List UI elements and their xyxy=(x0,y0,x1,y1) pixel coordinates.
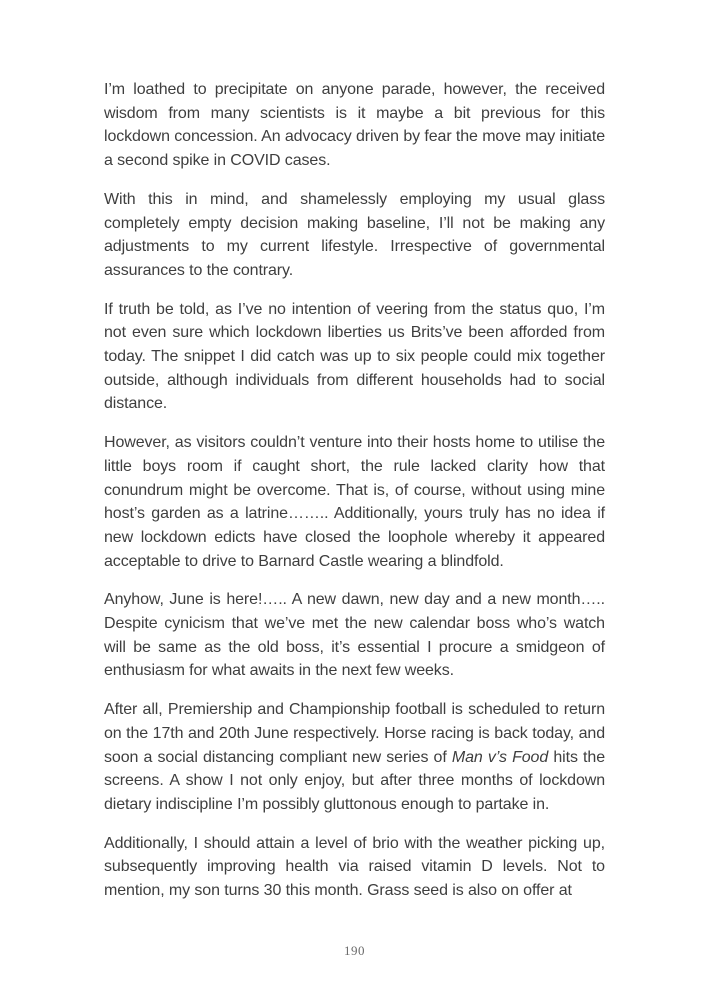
italic-title: Man v’s Food xyxy=(451,748,549,766)
paragraph: I’m loathed to precipitate on anyone parade, however, the received wisdom from many scientists is it maybe a bit previous for this lockdown concession. An advocacy driven by fear the move may initiate a second spike in COVID cases. xyxy=(104,81,605,170)
paragraph: Anyhow, June is here!….. A new dawn, new day and a new month….. Despite cynicism that we’ve met the new calendar boss who’s watch will be same as the old boss, it’s essential I procure a smidgeon of enthusiasm for what awaits in the next few weeks. xyxy=(104,591,605,680)
paragraph: Additionally, I should attain a level of brio with the weather picking up, subsequently improving health via raised vitamin D levels. Not to mention, my son turns 30 this month. Grass seed is also on offer at xyxy=(104,834,605,900)
paragraph-text: hits the screens. A show I not only enjoy, but after three months of lockdown dietary indiscipline I’m possibly gluttonous enough to partake in. xyxy=(104,748,605,813)
paragraph: With this in mind, and shamelessly employing my usual glass completely empty decision making baseline, I’ll not be making any adjustments to my current lifestyle. Irrespective of governmental assurances to the contrary. xyxy=(104,190,605,279)
page-footer xyxy=(0,942,709,960)
page-number: 190 xyxy=(344,943,365,958)
paragraph-text: After all, Premiership and Championship football is scheduled to return on the 17th and 20th June respectively. Horse racing is back today, and soon a social distancing compliant new series of xyxy=(104,701,605,766)
paragraph: If truth be told, as I’ve no intention of veering from the status quo, I’m not even sure which lockdown liberties us Brits’ve been afforded from today. The snippet I did catch was up to six people could mix together outside, although individuals from different households had to social distance. xyxy=(104,300,605,413)
page-content xyxy=(104,78,605,903)
paragraph: However, as visitors couldn’t venture into their hosts home to utilise the little boys room if caught short, the rule lacked clarity how that conundrum might be overcome. That is, of course, without using mine host’s garden as a latrine…….. Additionally, yours truly has no idea if new lockdown edicts have closed the loophole whereby it appeared acceptable to drive to Barnard Castle wearing a blindfold. xyxy=(104,434,605,570)
paragraph xyxy=(104,698,605,817)
